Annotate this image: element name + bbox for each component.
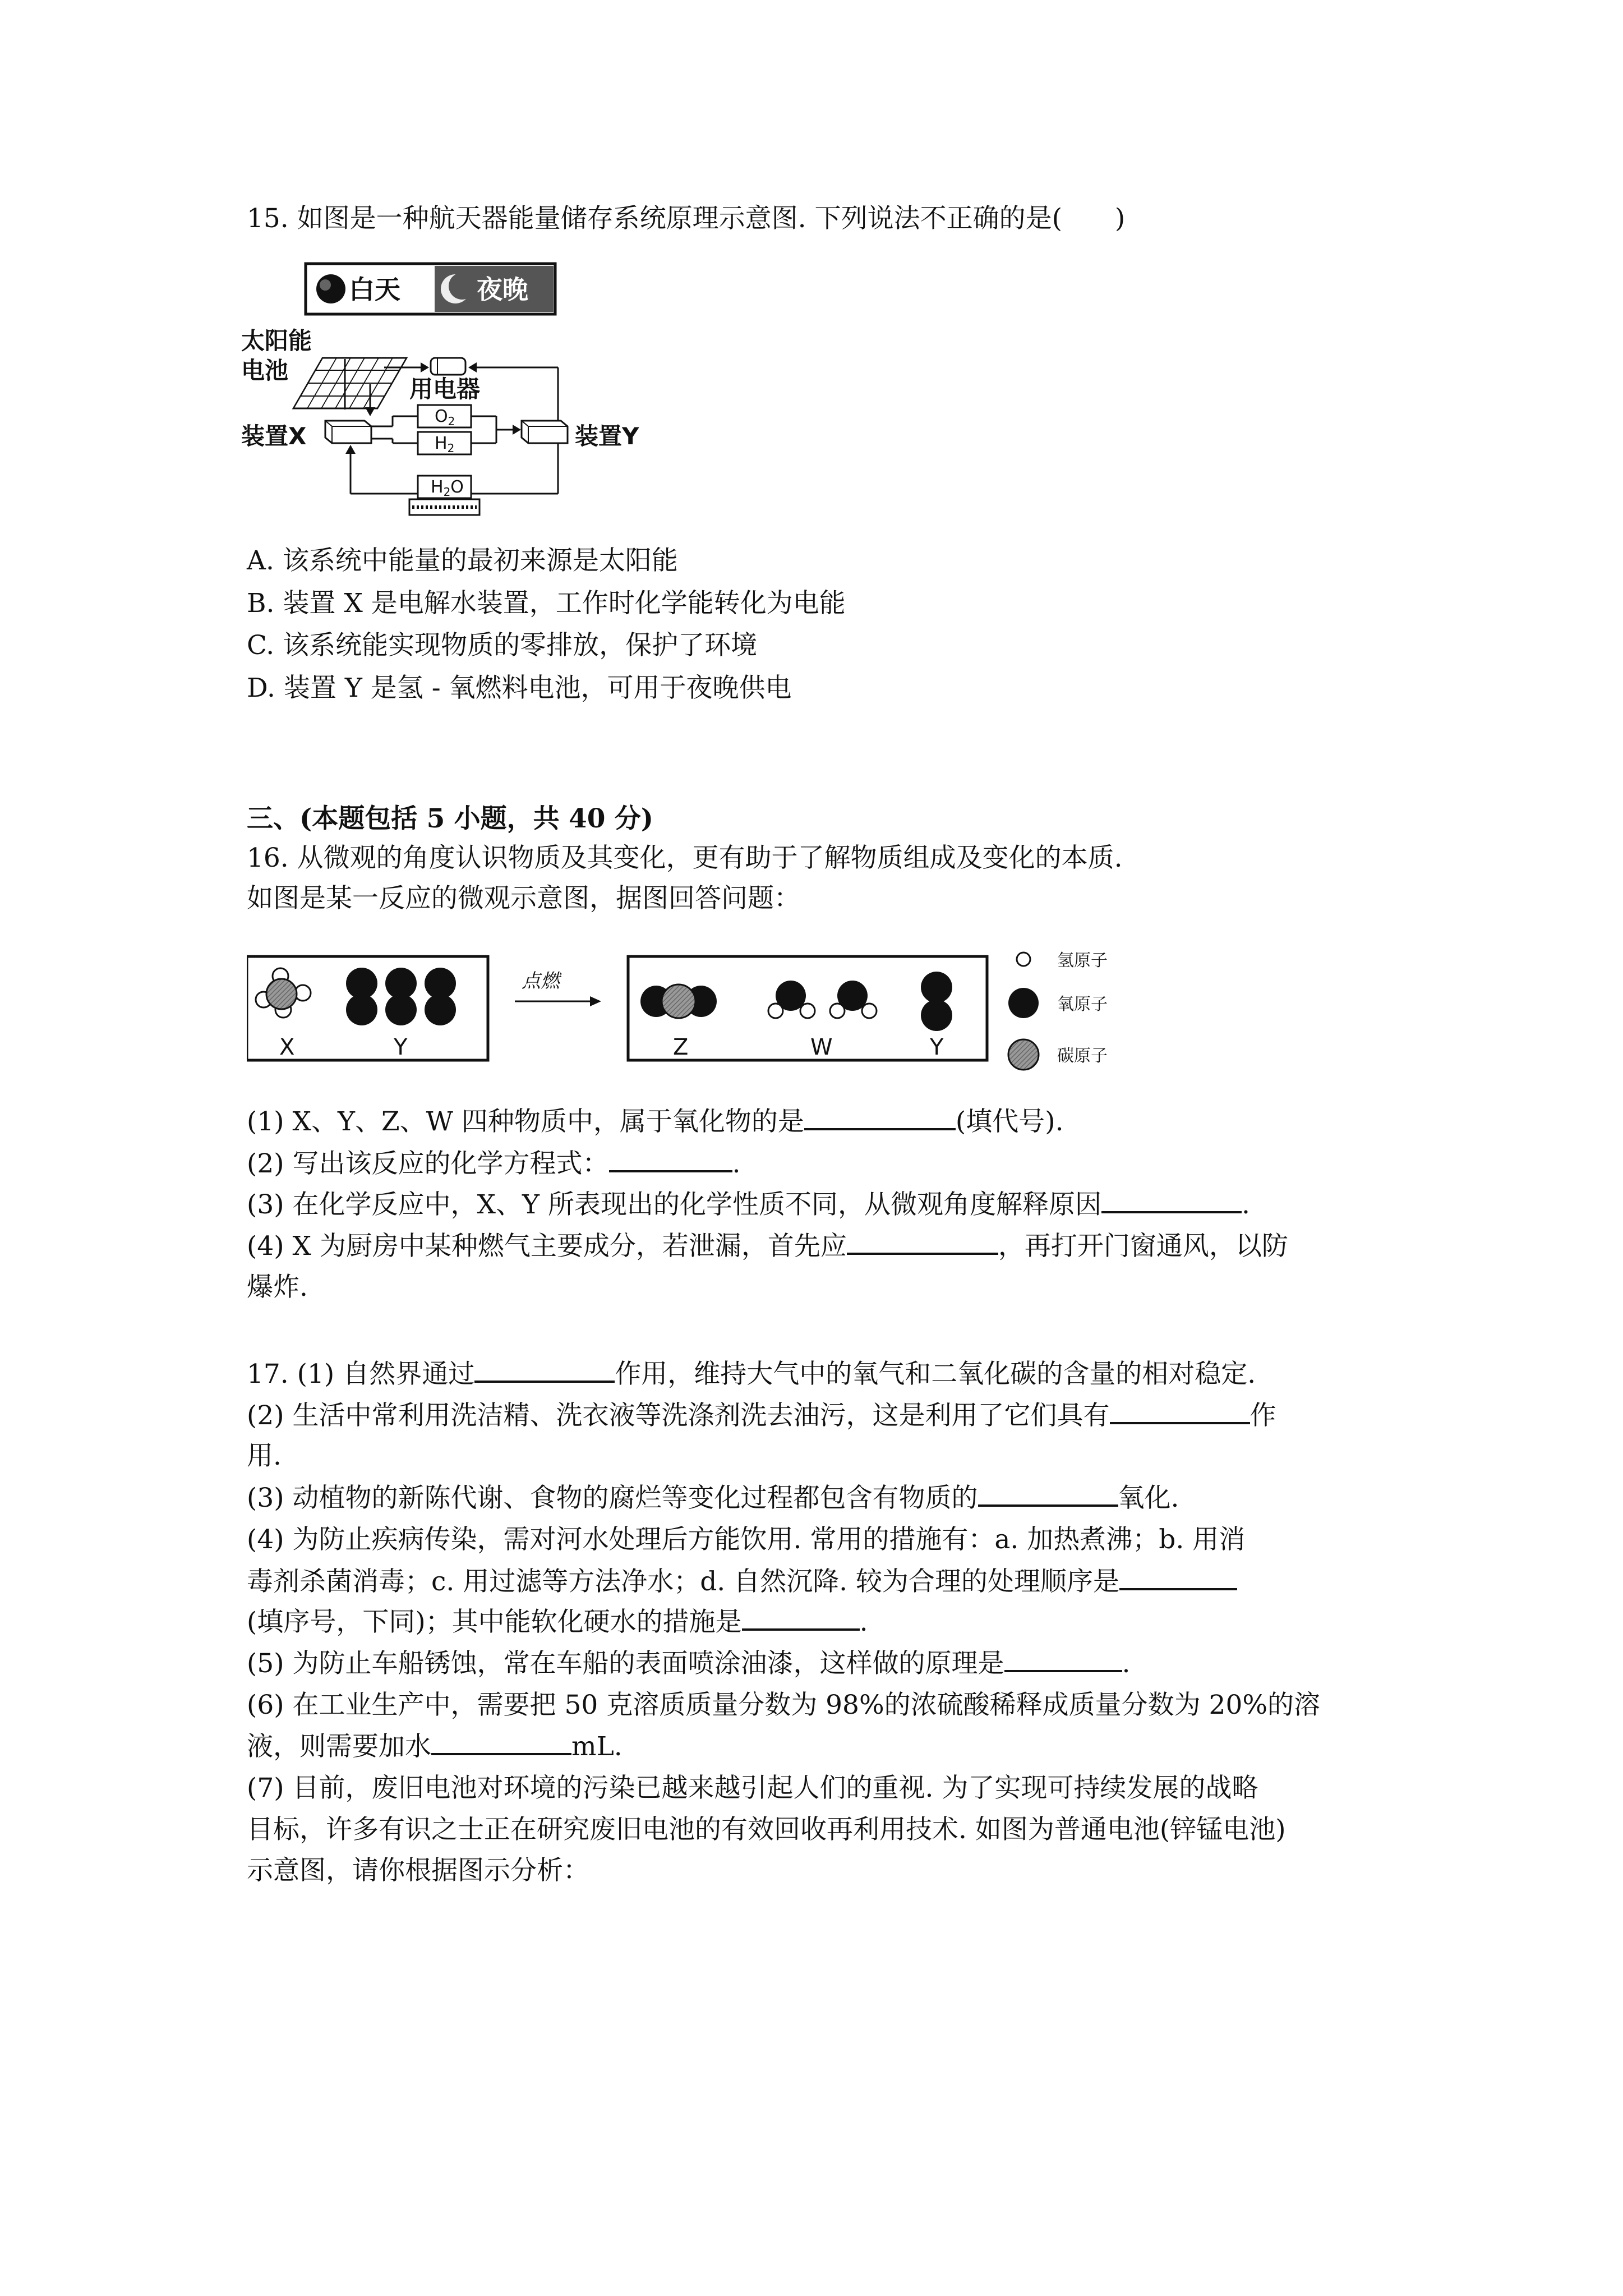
q16-sub2: (2) 写出该反应的化学方程式： . <box>247 1148 741 1179</box>
q17-sub7-line1: (7) 目前，废旧电池对环境的污染已越来越引起人们的重视. 为了实现可持续发展的战略 <box>247 1773 1258 1803</box>
q17-sub6-line1: (6) 在工业生产中，需要把 50 克溶质质量分数为 98%的浓硫酸稀释成质量分数为 20%的溶 <box>247 1690 1321 1720</box>
q17-sub4-line2: 毒剂杀菌消毒；c. 用过滤等方法净水；d. 自然沉降. 较为合理的处理顺序是 <box>247 1565 1237 1599</box>
q17-sub6-line2: 液，则需要加水 mL. <box>247 1731 623 1762</box>
label-y2: Y <box>930 1034 944 1060</box>
device-x-icon <box>325 421 371 443</box>
answer-blank[interactable] <box>1119 1566 1237 1590</box>
day-night-panel <box>306 264 555 314</box>
h2o-label: $H_2O$ <box>431 477 464 499</box>
answer-blank[interactable] <box>1004 1648 1122 1672</box>
legend <box>1008 951 1108 1070</box>
q16-sub3: (3) 在化学反应中，X、Y 所表现出的化学性质不同，从微观角度解释原因 . <box>247 1189 1250 1220</box>
appliance-label: 用电器 <box>409 375 481 403</box>
q17-sub7-line2: 目标，许多有识之士正在研究废旧电池的有效回收再利用技术. 如图为普通电池(锌锰电池) <box>247 1814 1286 1845</box>
answer-blank[interactable] <box>804 1106 956 1130</box>
z-molecule <box>640 984 717 1018</box>
arrow-label: 点燃 <box>522 970 560 992</box>
q16-line2: 如图是某一反应的微观示意图，据图回答问题： <box>247 883 800 914</box>
q15-option-d: D. 装置 Y 是氢 - 氧燃料电池，可用于夜晚供电 <box>247 673 792 703</box>
q17-sub5: (5) 为防止车船锈蚀，常在车船的表面喷涂油漆，这样做的原理是 . <box>247 1648 1131 1679</box>
legend-h-label: 氢原子 <box>1057 951 1108 970</box>
legend-c-icon <box>1008 1039 1039 1070</box>
device-x-label: 装置X <box>241 422 307 450</box>
q16-sub4: (4) X 为厨房中某种燃气主要成分，若泄漏，首先应 ，再打开门窗通风，以防 <box>247 1231 1288 1262</box>
legend-c-label: 碳原子 <box>1057 1046 1108 1066</box>
solar-label-1: 太阳能 <box>241 327 312 355</box>
day-label: 白天 <box>349 274 400 305</box>
q15-option-b: B. 装置 X 是电解水装置，工作时化学能转化为电能 <box>247 588 846 619</box>
sun-icon <box>316 274 345 303</box>
q16-sub1: (1) X、Y、Z、W 四种物质中，属于氧化物的是 (填代号). <box>247 1106 1064 1137</box>
label-w: W <box>810 1034 833 1060</box>
device-y-icon <box>522 421 568 443</box>
q15-option-a: A. 该系统中能量的最初来源是太阳能 <box>247 545 678 576</box>
answer-blank[interactable] <box>742 1606 860 1631</box>
section3-heading: 三、(本题包括 5 小题，共 40 分) <box>247 803 654 834</box>
q16-line1: 16. 从微观的角度认识物质及其变化，更有助于了解物质组成及变化的本质. <box>247 843 1123 873</box>
answer-blank[interactable] <box>1110 1400 1250 1424</box>
h2-label: $H_2$ <box>435 434 455 455</box>
solar-panel-icon <box>293 358 407 408</box>
solar-label-2: 电池 <box>241 357 289 384</box>
answer-blank[interactable] <box>847 1230 998 1255</box>
night-label: 夜晚 <box>477 274 528 305</box>
o2-label: $O_2$ <box>435 407 455 428</box>
label-x: X <box>279 1034 295 1060</box>
q15-energy-system-diagram <box>241 258 645 527</box>
answer-blank[interactable] <box>609 1148 732 1172</box>
h2o-tank-icon <box>409 476 479 515</box>
answer-blank[interactable] <box>978 1482 1118 1507</box>
q17-sub3: (3) 动植物的新陈代谢、食物的腐烂等变化过程都包含有物质的 氧化. <box>247 1483 1179 1513</box>
answer-blank[interactable] <box>1101 1189 1242 1213</box>
q17-sub1: 17. (1) 自然界通过 作用，维持大气中的氧气和二氧化碳的含量的相对稳定. <box>247 1359 1256 1389</box>
legend-o-icon <box>1008 988 1039 1018</box>
answer-blank[interactable] <box>431 1731 571 1755</box>
device-y-label: 装置Y <box>575 422 639 450</box>
legend-h-icon <box>1017 953 1030 966</box>
label-y: Y <box>394 1034 408 1060</box>
q17-sub2: (2) 生活中常利用洗洁精、洗衣液等洗涤剂洗去油污，这是利用了它们具有 作 <box>247 1400 1276 1431</box>
q17-sub4-line1: (4) 为防止疾病传染，需对河水处理后方能饮用. 常用的措施有：a. 加热煮沸；b. 用消 <box>247 1524 1246 1555</box>
legend-o-label: 氧原子 <box>1057 995 1108 1014</box>
y-molecules <box>346 968 456 1025</box>
label-z: Z <box>673 1034 689 1060</box>
q17-sub7-line3: 示意图，请你根据图示分析： <box>247 1855 589 1886</box>
appliance-icon <box>431 358 465 375</box>
q16-sub4-cont: 爆炸. <box>247 1272 308 1303</box>
q17-sub2-cont: 用. <box>247 1441 282 1471</box>
q17-sub4-line3: (填序号，下同)；其中能软化硬水的措施是 . <box>247 1607 868 1637</box>
q15-stem: 15. 如图是一种航天器能量储存系统原理示意图. 下列说法不正确的是( ) <box>247 203 1126 234</box>
answer-blank[interactable] <box>474 1358 615 1383</box>
q16-reaction-diagram <box>247 937 1178 1083</box>
q15-option-c: C. 该系统能实现物质的零排放，保护了环境 <box>247 630 758 661</box>
